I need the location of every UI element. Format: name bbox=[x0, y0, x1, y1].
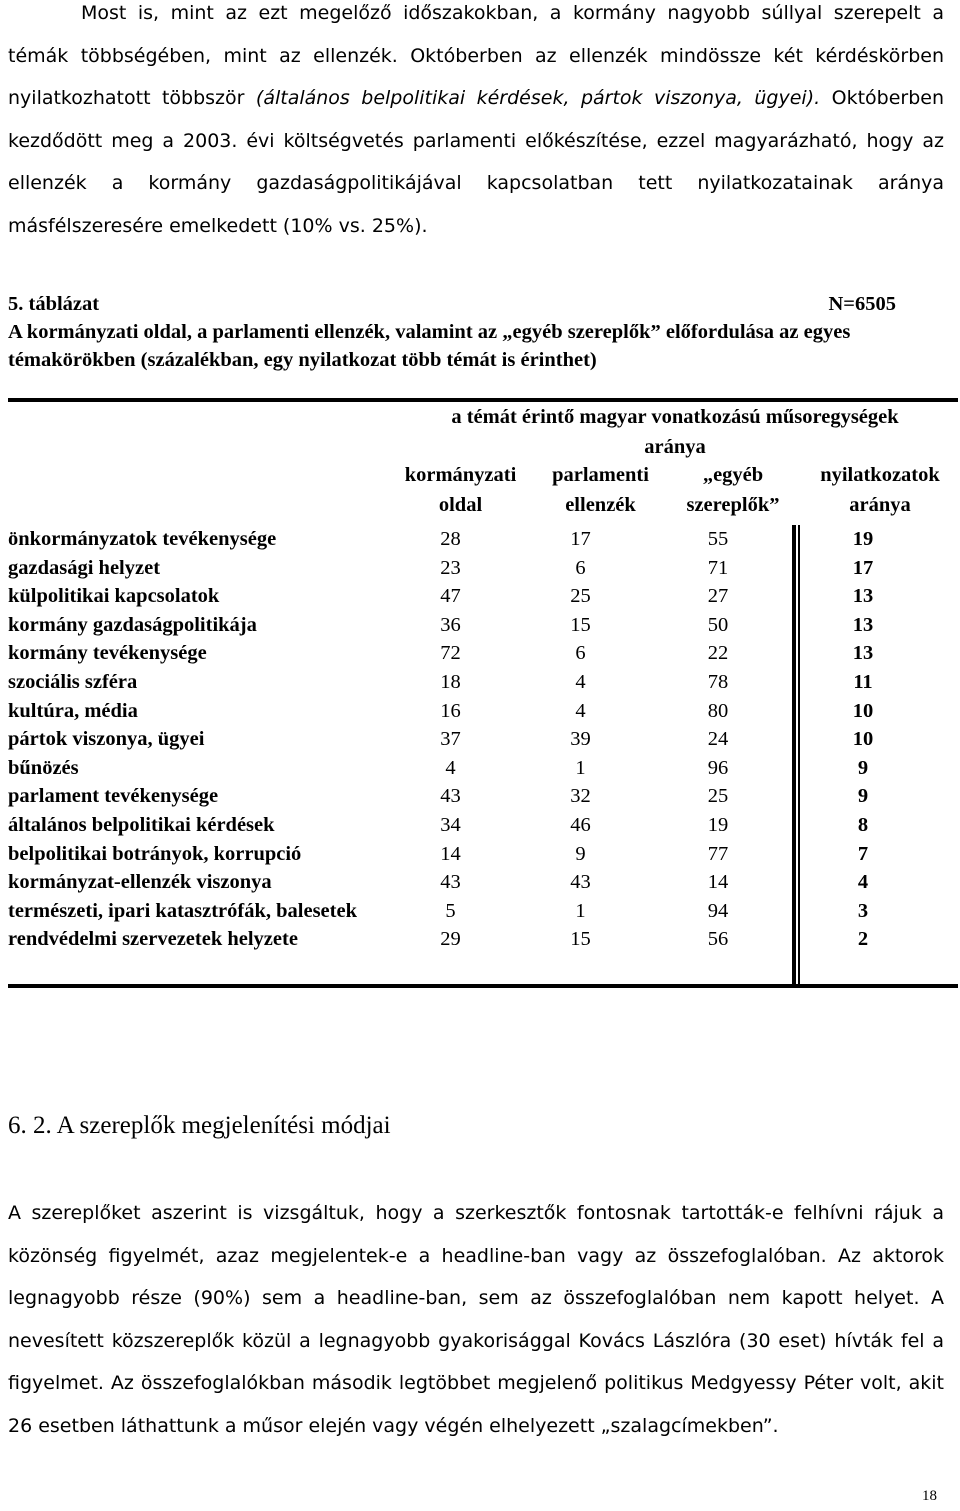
cell-kormanyzati: 14 bbox=[440, 842, 461, 865]
cell-nyilatkozatok: 19 bbox=[852, 528, 874, 550]
cell-egyeb: 19 bbox=[707, 813, 729, 836]
cell-kormanyzati: 16 bbox=[440, 699, 461, 722]
table-row bbox=[8, 868, 938, 897]
table-row bbox=[8, 725, 938, 754]
group-header-line-2: aránya bbox=[644, 436, 706, 458]
cell-nyilatkozatok: 9 bbox=[857, 756, 869, 779]
cell-parlamenti: 15 bbox=[570, 928, 591, 951]
section-paragraph: A szereplőket aszerint is vizsgáltuk, hogy a szerkesztők fontosnak tartották-e felhívni rájuk a közönség figyelmét, azaz megjelentek-e a headline-ban vagy az összefoglalóban. Az aktorok legnagyobb része (90%) sem a headline-ban, sem az összefoglalóban nem kapott helyet. A nevesített közszereplők közül a legnagyobb gyakorisággal Kovács Lászlóra (30 eset) hívták fel a figyelmet. Az összefoglalókban második legtöbbet megjelenő politikus Medgyessy Péter volt, akit 26 esetben láthattunk a műsor elején vagy végén elhelyezett „szalagcímekben”. bbox=[8, 1202, 944, 1437]
cell-parlamenti: 15 bbox=[570, 613, 591, 636]
table-row bbox=[8, 925, 938, 954]
cell-kormanyzati: 36 bbox=[440, 613, 461, 636]
cell-nyilatkozatok: 8 bbox=[857, 813, 869, 836]
cell-nyilatkozatok: 13 bbox=[852, 613, 874, 636]
cell-nyilatkozatok: 3 bbox=[857, 899, 869, 922]
column-header-egyeb bbox=[668, 460, 798, 520]
intro-paragraph bbox=[8, 0, 944, 247]
column-header-nyilatkozatok bbox=[800, 460, 960, 520]
cell-egyeb: 94 bbox=[707, 899, 729, 922]
table-row bbox=[8, 811, 938, 840]
table-row bbox=[8, 897, 938, 926]
column-header-line: nyilatkozatok bbox=[820, 464, 940, 486]
cell-kormanyzati: 23 bbox=[440, 556, 461, 579]
cell-egyeb: 71 bbox=[707, 556, 729, 579]
row-label: önkormányzatok tevékenysége bbox=[8, 528, 277, 550]
intro-text-end: Októberben kezdődött meg a 2003. évi költségvetés parlamenti előkészítése, ezzel magyarázható, hogy az ellenzék a kormány gazdaságpolitikájával kapcsolatban tett nyilatkozatainak aránya másfélszeresére emelkedett (10% vs. 25%). bbox=[8, 87, 944, 237]
row-label: általános belpolitikai kérdések bbox=[8, 813, 275, 836]
column-header-line: ellenzék bbox=[565, 494, 636, 516]
table-row bbox=[8, 782, 938, 811]
cell-egyeb: 14 bbox=[707, 871, 729, 894]
cell-egyeb: 56 bbox=[707, 928, 729, 951]
table-sample-size: N=6505 bbox=[828, 293, 896, 315]
cell-nyilatkozatok: 17 bbox=[852, 556, 874, 579]
table-caption-title-row bbox=[8, 290, 944, 318]
column-header-kormanyzati bbox=[388, 460, 533, 520]
table-number: 5. táblázat bbox=[8, 293, 100, 315]
cell-parlamenti: 43 bbox=[570, 871, 591, 894]
cell-nyilatkozatok: 11 bbox=[853, 670, 873, 693]
table-row bbox=[8, 611, 938, 640]
cell-nyilatkozatok: 13 bbox=[852, 642, 874, 665]
cell-egyeb: 25 bbox=[707, 785, 729, 808]
table-row bbox=[8, 639, 938, 668]
cell-parlamenti: 25 bbox=[570, 585, 591, 608]
group-header-line-1: a témát érintő magyar vonatkozású műsoregységek bbox=[451, 406, 899, 428]
cell-egyeb: 78 bbox=[707, 670, 729, 693]
cell-parlamenti: 6 bbox=[575, 556, 586, 579]
cell-parlamenti: 1 bbox=[575, 899, 586, 922]
cell-egyeb: 55 bbox=[707, 528, 729, 550]
table-row bbox=[8, 668, 938, 697]
cell-nyilatkozatok: 2 bbox=[857, 928, 869, 951]
row-label: szociális szféra bbox=[8, 670, 138, 693]
intro-italic: (általános belpolitikai kérdések, pártok viszonya, ügyei). bbox=[255, 87, 821, 109]
table-bottom-rule bbox=[8, 984, 958, 988]
cell-kormanyzati: 47 bbox=[440, 585, 461, 608]
row-label: belpolitikai botrányok, korrupció bbox=[8, 842, 302, 865]
cell-kormanyzati: 43 bbox=[440, 871, 461, 894]
cell-egyeb: 50 bbox=[707, 613, 729, 636]
cell-parlamenti: 39 bbox=[570, 728, 591, 751]
table-row bbox=[8, 554, 938, 583]
cell-nyilatkozatok: 9 bbox=[857, 785, 869, 808]
cell-kormanyzati: 18 bbox=[440, 670, 461, 693]
cell-kormanyzati: 5 bbox=[445, 899, 456, 922]
column-header-line: oldal bbox=[438, 494, 483, 516]
cell-nyilatkozatok: 4 bbox=[857, 871, 869, 894]
row-label: gazdasági helyzet bbox=[8, 556, 161, 579]
cell-parlamenti: 1 bbox=[575, 756, 586, 779]
row-label: külpolitikai kapcsolatok bbox=[8, 585, 220, 608]
cell-kormanyzati: 29 bbox=[440, 928, 461, 951]
table-group-header bbox=[390, 402, 960, 462]
row-label: bűnözés bbox=[8, 756, 79, 779]
page-number: 18 bbox=[922, 1488, 937, 1504]
topics-table bbox=[8, 525, 938, 954]
cell-parlamenti: 6 bbox=[575, 642, 586, 665]
intro-line-1: Most is, mint az ezt megelőző időszakokban, a kormány nagyobb súllyal szerepelt a bbox=[81, 2, 944, 24]
cell-kormanyzati: 37 bbox=[440, 728, 461, 751]
cell-parlamenti: 9 bbox=[575, 842, 586, 865]
cell-parlamenti: 4 bbox=[575, 699, 586, 722]
column-header-line: „egyéb bbox=[702, 464, 764, 486]
row-label: kormány tevékenysége bbox=[8, 642, 207, 665]
cell-kormanyzati: 43 bbox=[440, 785, 461, 808]
table-row bbox=[8, 697, 938, 726]
table-row bbox=[8, 525, 938, 554]
cell-egyeb: 96 bbox=[707, 756, 729, 779]
intro-text: témák többségében, mint az ellenzék. Októberben az ellenzék mindössze két kérdéskörben nyilatkozhatott többször bbox=[8, 44, 944, 109]
section-heading: 6. 2. A szereplők megjelenítési módjai bbox=[8, 1112, 391, 1139]
cell-nyilatkozatok: 10 bbox=[852, 699, 874, 722]
cell-egyeb: 24 bbox=[707, 728, 729, 751]
row-label: természeti, ipari katasztrófák, balesetek bbox=[8, 899, 357, 922]
cell-nyilatkozatok: 13 bbox=[852, 585, 874, 608]
cell-nyilatkozatok: 10 bbox=[852, 728, 874, 751]
cell-kormanyzati: 28 bbox=[440, 528, 461, 550]
cell-parlamenti: 4 bbox=[575, 670, 586, 693]
cell-parlamenti: 46 bbox=[570, 813, 591, 836]
table-row bbox=[8, 754, 938, 783]
column-header-line: szereplők” bbox=[686, 494, 780, 516]
table-row bbox=[8, 582, 938, 611]
row-label: kormány gazdaságpolitikája bbox=[8, 613, 257, 636]
cell-egyeb: 80 bbox=[707, 699, 729, 722]
cell-egyeb: 77 bbox=[707, 842, 729, 865]
row-label: kormányzat-ellenzék viszonya bbox=[8, 871, 272, 894]
row-label: parlament tevékenysége bbox=[8, 785, 219, 808]
column-header-line: kormányzati bbox=[404, 464, 517, 486]
cell-parlamenti: 17 bbox=[570, 528, 591, 550]
column-header-line: aránya bbox=[849, 494, 911, 516]
cell-kormanyzati: 34 bbox=[440, 813, 461, 836]
cell-nyilatkozatok: 7 bbox=[857, 842, 869, 865]
cell-egyeb: 27 bbox=[707, 585, 729, 608]
column-header-parlamenti bbox=[533, 460, 668, 520]
table-row bbox=[8, 840, 938, 869]
cell-egyeb: 22 bbox=[707, 642, 729, 665]
row-label: rendvédelmi szervezetek helyzete bbox=[8, 928, 298, 951]
cell-parlamenti: 32 bbox=[570, 785, 591, 808]
row-label: pártok viszonya, ügyei bbox=[8, 728, 205, 751]
column-header-line: parlamenti bbox=[552, 464, 649, 486]
row-label: kultúra, média bbox=[8, 699, 138, 722]
cell-kormanyzati: 4 bbox=[445, 756, 456, 779]
cell-kormanyzati: 72 bbox=[440, 642, 461, 665]
table-description: A kormányzati oldal, a parlamenti ellenzék, valamint az „egyéb szereplők” előfordulása az egyes témakörökben (százalékban, egy nyilatkozat több témát is érinthet) bbox=[8, 321, 851, 371]
